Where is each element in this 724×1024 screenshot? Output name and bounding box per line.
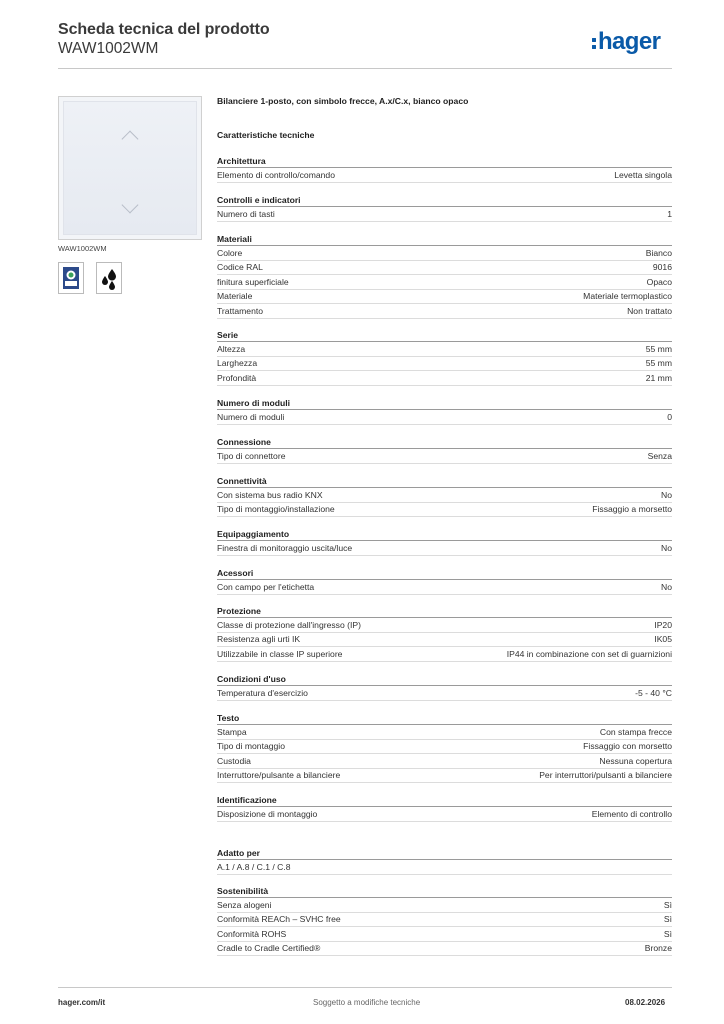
spec-value: Bronze bbox=[644, 943, 672, 954]
header-divider bbox=[58, 68, 672, 69]
spec-row bbox=[217, 754, 672, 769]
spec-row bbox=[217, 168, 672, 183]
spec-row bbox=[217, 207, 672, 222]
spec-section bbox=[217, 234, 672, 319]
spec-key: Disposizione di montaggio bbox=[217, 808, 318, 819]
recycling-label-icon bbox=[58, 262, 84, 294]
spec-value: Fissaggio con morsetto bbox=[583, 741, 672, 752]
spec-key: Codice RAL bbox=[217, 262, 263, 273]
spec-row bbox=[217, 541, 672, 556]
spec-key: Utilizzabile in classe IP superiore bbox=[217, 648, 343, 659]
section-title: Identificazione bbox=[217, 795, 672, 807]
spec-row bbox=[217, 290, 672, 305]
spec-row bbox=[217, 942, 672, 957]
spec-key: Altezza bbox=[217, 343, 246, 354]
spec-row bbox=[217, 769, 672, 784]
spec-section bbox=[217, 529, 672, 556]
spec-row bbox=[217, 807, 672, 822]
spec-section bbox=[217, 476, 672, 517]
logo-wordmark: hager bbox=[598, 28, 661, 55]
spec-row bbox=[217, 860, 672, 875]
spec-row bbox=[217, 618, 672, 633]
logo-dots-icon bbox=[592, 38, 596, 49]
spec-row bbox=[217, 304, 672, 319]
arrow-up-icon bbox=[122, 131, 139, 148]
spec-key: Senza alogeni bbox=[217, 899, 272, 910]
spec-row bbox=[217, 342, 672, 357]
spec-section bbox=[217, 437, 672, 464]
spec-value: No bbox=[661, 542, 672, 553]
spec-row bbox=[217, 927, 672, 942]
spec-row bbox=[217, 275, 672, 290]
spec-row bbox=[217, 740, 672, 755]
spec-row bbox=[217, 580, 672, 595]
spec-value: Elemento di controllo bbox=[591, 808, 672, 819]
spec-row bbox=[217, 913, 672, 928]
spec-value: Materiale termoplastico bbox=[583, 291, 672, 302]
section-title: Connettività bbox=[217, 476, 672, 488]
hager-logo bbox=[592, 28, 660, 56]
spec-value: 55 mm bbox=[645, 358, 672, 369]
spec-row bbox=[217, 449, 672, 464]
spec-row bbox=[217, 633, 672, 648]
spec-value: Con stampa frecce bbox=[599, 726, 672, 737]
spec-key: Con campo per l'etichetta bbox=[217, 581, 315, 592]
spec-key: Tipo di connettore bbox=[217, 450, 286, 461]
spec-key: Numero di moduli bbox=[217, 411, 285, 422]
section-title: Connessione bbox=[217, 437, 672, 449]
section-title: Protezione bbox=[217, 606, 672, 618]
spec-value: IP20 bbox=[654, 619, 672, 630]
section-title: Controlli e indicatori bbox=[217, 195, 672, 207]
spec-value: 0 bbox=[667, 411, 672, 422]
spec-key: Conformità ROHS bbox=[217, 928, 287, 939]
section-title: Equipaggiamento bbox=[217, 529, 672, 541]
spec-key: Elemento di controllo/comando bbox=[217, 169, 335, 180]
footer-date: 08.02.2026 bbox=[625, 998, 666, 1007]
spec-key: finitura superficiale bbox=[217, 276, 289, 287]
spec-value: IK05 bbox=[654, 634, 672, 645]
spec-row bbox=[217, 371, 672, 386]
spec-value: Sì bbox=[663, 928, 672, 939]
spec-key: Cradle to Cradle Certified® bbox=[217, 943, 321, 954]
spec-value: 9016 bbox=[652, 262, 672, 273]
spec-value: Levetta singola bbox=[614, 169, 672, 180]
spec-key: Materiale bbox=[217, 291, 253, 302]
footer-note: Soggetto a modifiche tecniche bbox=[313, 998, 421, 1007]
section-title: Materiali bbox=[217, 234, 672, 246]
spec-row bbox=[217, 503, 672, 518]
spec-row bbox=[217, 686, 672, 701]
spec-row bbox=[217, 410, 672, 425]
spec-section bbox=[217, 848, 672, 875]
spec-section bbox=[217, 886, 672, 956]
spec-value: 55 mm bbox=[645, 343, 672, 354]
spec-key: Profondità bbox=[217, 372, 257, 383]
spec-value: Sì bbox=[663, 914, 672, 925]
product-image bbox=[58, 96, 202, 240]
section-title: Acessori bbox=[217, 568, 672, 580]
document-title: Scheda tecnica del prodotto bbox=[58, 21, 270, 38]
footer-divider bbox=[58, 987, 672, 988]
spec-key: Colore bbox=[217, 247, 243, 258]
spec-row bbox=[217, 898, 672, 913]
rocker-plate bbox=[63, 101, 197, 235]
spec-value: No bbox=[661, 581, 672, 592]
section-title: Testo bbox=[217, 713, 672, 725]
spec-section bbox=[217, 674, 672, 701]
spec-section bbox=[217, 398, 672, 425]
spec-value: 1 bbox=[667, 208, 672, 219]
spec-row bbox=[217, 647, 672, 662]
spec-value: Per interruttori/pulsanti a bilanciere bbox=[539, 770, 672, 781]
spec-value: 21 mm bbox=[645, 372, 672, 383]
spec-key: Resistenza agli urti IK bbox=[217, 634, 301, 645]
spec-key: Stampa bbox=[217, 726, 247, 737]
section-title: Adatto per bbox=[217, 848, 672, 860]
spec-section bbox=[217, 795, 672, 822]
spec-key: Tipo di montaggio/installazione bbox=[217, 504, 335, 515]
spec-value: Fissaggio a morsetto bbox=[592, 504, 672, 515]
spec-section bbox=[217, 195, 672, 222]
spec-key: Interruttore/pulsante a bilanciere bbox=[217, 770, 341, 781]
spec-value: No bbox=[661, 489, 672, 500]
spec-section bbox=[217, 606, 672, 662]
spec-key: Finestra di monitoraggio uscita/luce bbox=[217, 542, 353, 553]
spec-key: Classe di protezione dall'ingresso (IP) bbox=[217, 619, 361, 630]
image-caption: WAW1002WM bbox=[58, 244, 107, 253]
footer-website: hager.com/it bbox=[58, 998, 106, 1007]
spec-key: Numero di tasti bbox=[217, 208, 275, 219]
spec-value: Opaco bbox=[646, 276, 672, 287]
spec-key: A.1 / A.8 / C.1 / C.8 bbox=[217, 861, 291, 872]
product-description: Bilanciere 1-posto, con simbolo frecce, A.x/C.x, bianco opaco bbox=[217, 96, 469, 106]
spec-value: Nessuna copertura bbox=[599, 755, 672, 766]
spec-row bbox=[217, 725, 672, 740]
spec-key: Larghezza bbox=[217, 358, 258, 369]
product-code: WAW1002WM bbox=[58, 40, 159, 57]
spec-key: Conformità REACh – SVHC free bbox=[217, 914, 341, 925]
section-title: Architettura bbox=[217, 156, 672, 168]
characteristics-heading: Caratteristiche tecniche bbox=[217, 130, 315, 140]
spec-row bbox=[217, 246, 672, 261]
spec-key: Temperatura d'esercizio bbox=[217, 687, 308, 698]
spec-key: Custodia bbox=[217, 755, 251, 766]
section-title: Sostenibilità bbox=[217, 886, 672, 898]
spec-value: Bianco bbox=[645, 247, 672, 258]
spec-section bbox=[217, 156, 672, 183]
spec-value: Senza bbox=[647, 450, 672, 461]
spec-row bbox=[217, 261, 672, 276]
section-title: Condizioni d'uso bbox=[217, 674, 672, 686]
spec-section bbox=[217, 713, 672, 783]
spec-value: Sì bbox=[663, 899, 672, 910]
spec-value: IP44 in combinazione con set di guarnizioni bbox=[506, 648, 672, 659]
spec-value: -5 - 40 °C bbox=[635, 687, 672, 698]
spec-key: Con sistema bus radio KNX bbox=[217, 489, 323, 500]
spec-row bbox=[217, 488, 672, 503]
spec-key: Trattamento bbox=[217, 305, 264, 316]
arrow-down-icon bbox=[122, 197, 139, 214]
spec-section bbox=[217, 330, 672, 386]
spec-section bbox=[217, 568, 672, 595]
spec-key: Tipo di montaggio bbox=[217, 741, 285, 752]
spec-value: Non trattato bbox=[627, 305, 672, 316]
spec-row bbox=[217, 357, 672, 372]
section-title: Serie bbox=[217, 330, 672, 342]
section-title: Numero di moduli bbox=[217, 398, 672, 410]
water-drops-icon bbox=[96, 262, 122, 294]
